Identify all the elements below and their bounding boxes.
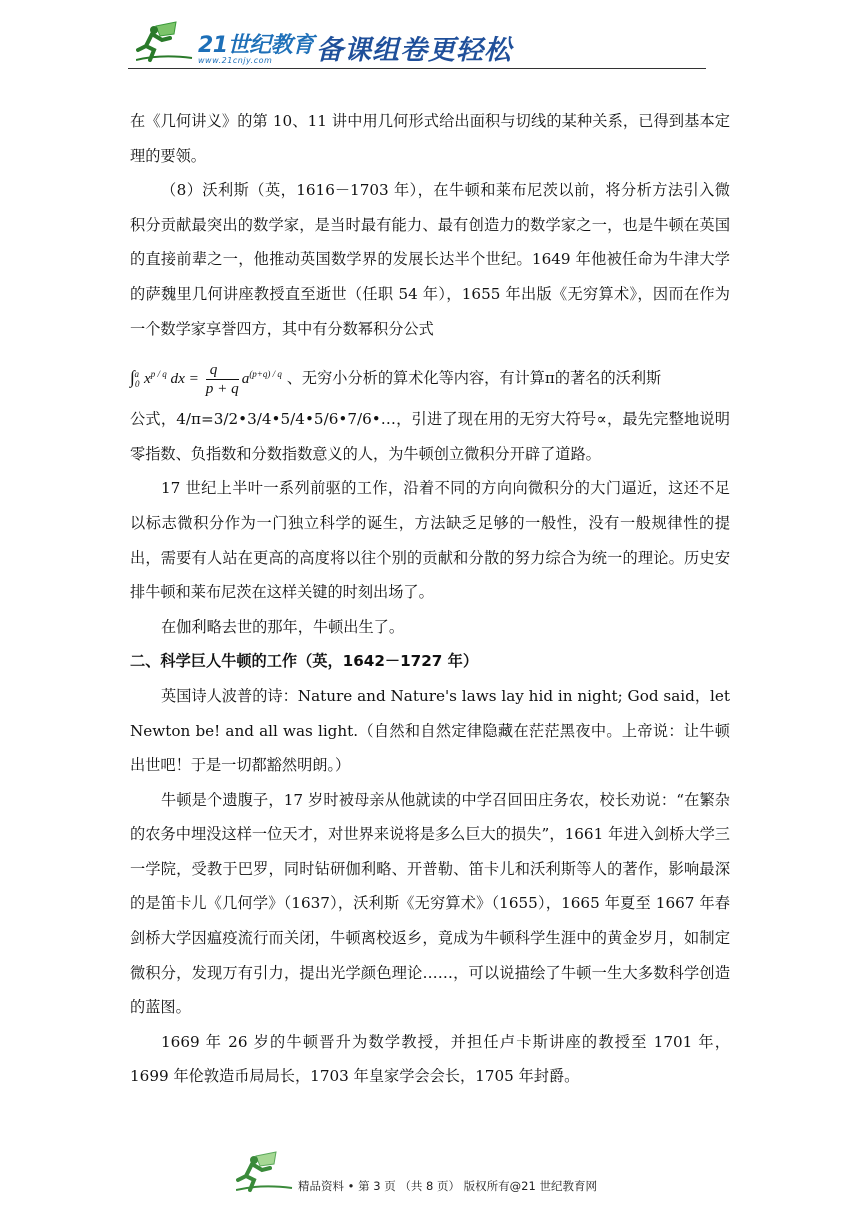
- document-body: [130, 104, 730, 1094]
- paragraph-newton-bio: 牛顿是个遗腹子，17 岁时被母亲从他就读的中学召回田庄务农，校长劝说：“在繁杂的农务中埋没这样一位天才，对世界来说将是多么巨大的损失”，1661 年进入剑桥大学三一学院，受教于巴罗，同时钻研伽利略、开普勒、笛卡儿和沃利斯等人的著作，影响最深的是笛卡儿《几何学》（1637），沃利斯《无穷算术》（1655），1665 年夏至 1667 年春剑桥大学因瘟疫流行而关闭，牛顿离校返乡，竟成为牛顿科学生涯中的黄金岁月，如制定微积分，发现万有引力，提出光学颜色理论……，可以说描绘了牛顿一生大多数科学创造的蓝图。: [130, 790, 730, 1017]
- brand-url: www.21cnjy.com: [198, 56, 273, 65]
- paragraph-galileo: 在伽利略去世的那年，牛顿出生了。: [161, 617, 404, 636]
- section-heading: 二、科学巨人牛顿的工作（英，1642－1727 年）: [130, 652, 479, 671]
- integral-formula: $\int_0^a$ $x^{p / q}$ dx = $\frac{q}{p + q}$ $a^{(p+q) / q}$: [130, 361, 282, 398]
- paragraph-predecessors: 17 世纪上半叶一系列前驱的工作，沿着不同的方向向微积分的大门逼近，这还不足以标志微积分作为一门独立科学的诞生，方法缺乏足够的一般性，没有一般规律性的提出，需要有人站在更高的高度将以往个别的贡献和分散的努力综合为统一的理论。历史安排牛顿和莱布尼茨在这样关键的时刻出场了。: [130, 479, 730, 602]
- paragraph-pope-poem: 英国诗人波普的诗：Nature and Nature's laws lay hid in night; God said，let Newton be! and all was light.（自然和自然定律隐藏在茫茫黑夜中。上帝说：让牛顿出世吧！于是一切都豁然明朗。）: [130, 686, 730, 775]
- page-header: [128, 18, 708, 74]
- formula-trailing-text: 、无穷小分析的算术化等内容，有计算π的著名的沃利斯: [286, 369, 662, 388]
- paragraph-newton-career: 1669 年 26 岁的牛顿晋升为数学教授，并担任卢卡斯讲座的教授至 1701 年，1699 年伦敦造币局局长，1703 年皇家学会会长，1705 年封爵。: [130, 1032, 730, 1086]
- formula-line: [130, 346, 730, 402]
- paragraph-wallis: （8）沃利斯（英，1616－1703 年），在牛顿和莱布尼茨以前，将分析方法引入微积分贡献最突出的数学家，是当时最有能力、最有创造力的数学家之一，也是牛顿在英国的直接前辈之一，他推动英国数学界的发展长达半个世纪。1649 年他被任命为牛津大学的萨魏里几何讲座教授直至逝世（任职 54 年），1655 年出版《无穷算术》，因而在作为一个数学家享誉四方，其中有分数幂积分公式: [130, 181, 730, 338]
- header-rule: [128, 68, 706, 69]
- runner-logo-icon: [236, 1150, 294, 1194]
- paragraph-wallis-formula: 公式，4/π=3/2•3/4•5/4•5/6•7/6•…，引进了现在用的无穷大符号∝，最先完整地说明零指数、负指数和分数指数意义的人，为牛顿创立微积分开辟了道路。: [130, 410, 730, 463]
- footer-text: 精品资料 • 第 3 页 （共 8 页） 版权所有@21 世纪教育网: [298, 1179, 597, 1193]
- paragraph-geometry-lectures: 在《几何讲义》的第 10、11 讲中用几何形式给出面积与切线的某种关系，已得到基本定理的要领。: [130, 112, 730, 165]
- header-slogan: 备课组卷更轻松: [316, 35, 512, 66]
- runner-logo-icon: [136, 20, 194, 64]
- page-footer: [0, 1150, 860, 1200]
- brand-name: 21世纪教育: [198, 33, 314, 58]
